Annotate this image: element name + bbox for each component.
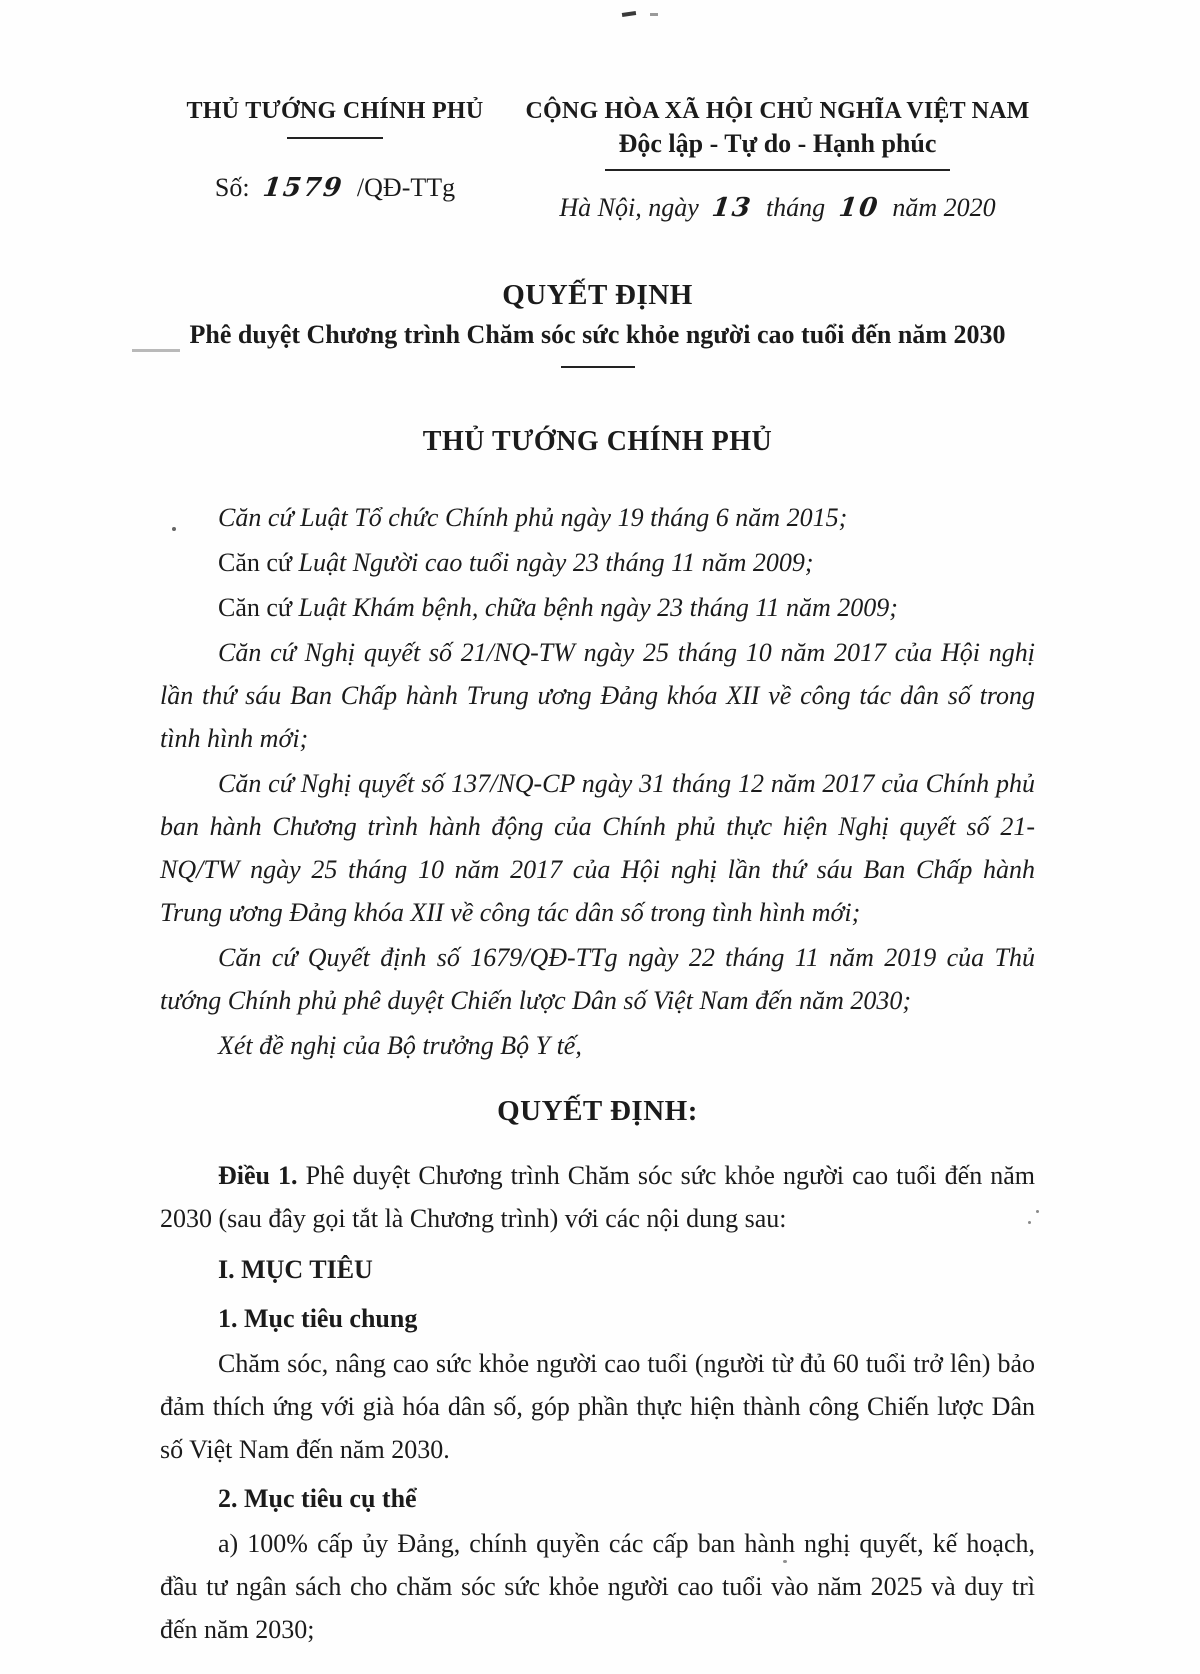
recital-paragraph [160, 586, 1035, 629]
recital-text: Luật Khám bệnh, chữa bệnh ngày 23 tháng 11 năm 2009; [298, 593, 898, 622]
recital-text: Căn cứ Nghị quyết số 21/NQ-TW ngày 25 tháng 10 năm 2017 của Hội nghị lần thứ sáu Ban Chấp hành Trung ương Đảng khóa XII về công tác dân số trong tình hình mới; [160, 638, 1035, 753]
general-goal-paragraph: Chăm sóc, nâng cao sức khỏe người cao tuổi (người từ đủ 60 tuổi trở lên) bảo đảm thích ứng với già hóa dân số, góp phần thực hiện thành công Chiến lược Dân số Việt Nam đến năm 2030. [160, 1349, 1035, 1464]
document-number-line [160, 173, 510, 203]
national-name-line: CỘNG HÒA XÃ HỘI CHỦ NGHĨA VIỆT NAM [525, 98, 1030, 124]
article-1-paragraph [160, 1154, 1035, 1240]
article-1-text: Phê duyệt Chương trình Chăm sóc sức khỏe người cao tuổi đến năm 2030 (sau đây gọi tắt là Chương trình) với các nội dung sau: [160, 1161, 1035, 1233]
recital-text: Luật Người cao tuổi ngày 23 tháng 11 năm 2009; [298, 548, 814, 577]
place-date-line [510, 193, 1045, 223]
recital-paragraph [160, 762, 1035, 934]
recitals-section [160, 496, 1035, 1067]
scan-artifact [622, 11, 636, 17]
subsection-heading-muc-tieu-chung: 1. Mục tiêu chung [218, 1304, 418, 1333]
recital-text: Xét đề nghị của Bộ trưởng Bộ Y tế, [218, 1031, 582, 1060]
handwritten-document-number: 1579 [261, 173, 346, 203]
article-1-label: Điều 1. [218, 1161, 298, 1190]
document-number-suffix: /QĐ-TTg [356, 173, 456, 202]
handwritten-month: 10 [836, 193, 881, 223]
section-heading-muc-tieu: I. MỤC TIÊU [218, 1255, 373, 1284]
document-title-block [160, 279, 1035, 368]
recital-lead: Căn cứ [218, 548, 299, 577]
recital-paragraph [160, 1024, 1035, 1067]
scan-artifact [783, 1560, 787, 1563]
scan-artifact [132, 349, 180, 352]
recital-paragraph [160, 631, 1035, 760]
scan-artifact [1036, 1210, 1039, 1213]
issuer-block [160, 98, 510, 203]
enacting-heading: QUYẾT ĐỊNH: [497, 1095, 698, 1127]
recital-lead: Căn cứ [218, 593, 299, 622]
recital-paragraph [160, 496, 1035, 539]
document-number-label: Số: [214, 173, 250, 202]
motto-underline [605, 169, 950, 171]
national-header-block [510, 98, 1045, 223]
scan-artifact [650, 13, 658, 16]
deciding-authority-heading: THỦ TƯỚNG CHÍNH PHỦ [422, 426, 773, 457]
handwritten-day: 13 [710, 193, 755, 223]
recital-text: Căn cứ Nghị quyết số 137/NQ-CP ngày 31 tháng 12 năm 2017 của Chính phủ ban hành Chương trình hành động của Chính phủ thực hiện Nghị quyết số 21-NQ/TW ngày 25 tháng 10 năm 2017 của Hội nghị lần thứ sáu Ban Chấp hành Trung ương Đảng khóa XII về công tác dân số trong tình hình mới; [160, 769, 1035, 927]
document-header [160, 98, 1035, 223]
date-month-label: tháng [765, 193, 826, 222]
national-motto-line: Độc lập - Tự do - Hạnh phúc [618, 129, 937, 158]
issuing-authority-name: THỦ TƯỚNG CHÍNH PHỦ [186, 98, 484, 124]
recital-paragraph [160, 541, 1035, 584]
scan-artifact [172, 527, 176, 531]
specific-goal-item-a-paragraph: a) 100% cấp ủy Đảng, chính quyền các cấp ban hành nghị quyết, kế hoạch, đầu tư ngân sách cho chăm sóc sức khỏe người cao tuổi vào năm 2025 và duy trì đến năm 2030; [160, 1529, 1035, 1644]
recital-paragraph [160, 936, 1035, 1022]
date-year-label: năm 2020 [892, 193, 996, 222]
document-subject-title: Phê duyệt Chương trình Chăm sóc sức khỏe người cao tuổi đến năm 2030 [189, 320, 1006, 349]
recital-text: Căn cứ Luật Tổ chức Chính phủ ngày 19 tháng 6 năm 2015; [218, 503, 848, 532]
scan-artifact [1028, 1221, 1031, 1224]
recital-text: Căn cứ Quyết định số 1679/QĐ-TTg ngày 22 tháng 11 năm 2019 của Thủ tướng Chính phủ phê duyệt Chiến lược Dân số Việt Nam đến năm 2030; [160, 943, 1035, 1015]
subsection-heading-muc-tieu-cu-the: 2. Mục tiêu cụ thể [218, 1484, 417, 1513]
title-underline [561, 366, 635, 368]
date-prefix: Hà Nội, ngày [559, 193, 699, 222]
issuer-underline [287, 137, 383, 139]
document-type-title: QUYẾT ĐỊNH [502, 279, 693, 311]
